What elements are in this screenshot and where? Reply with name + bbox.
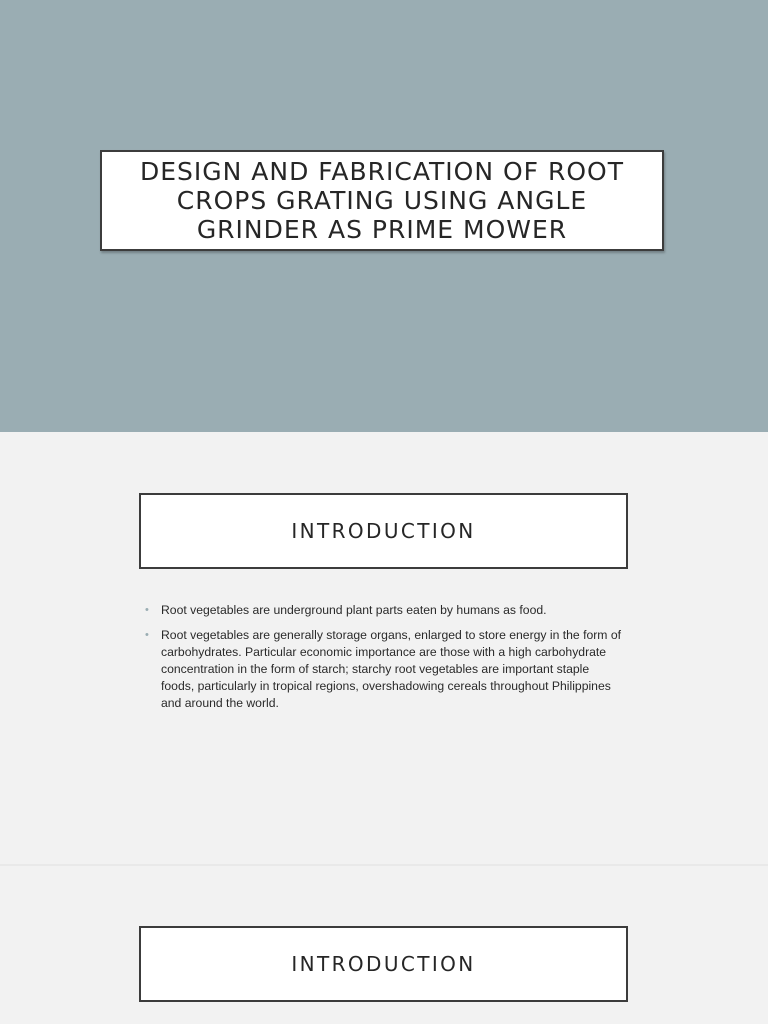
bullet-item bbox=[145, 627, 625, 712]
slide-heading: INTRODUCTION bbox=[291, 519, 476, 543]
slide-title: DESIGN AND FABRICATION OF ROOT CROPS GRATING USING ANGLE GRINDER AS PRIME MOWER bbox=[140, 157, 624, 244]
introduction-slide-2 bbox=[0, 866, 768, 1024]
title-box bbox=[100, 150, 664, 251]
bullet-item bbox=[145, 602, 625, 619]
heading-box bbox=[139, 493, 628, 569]
bullet-icon: • bbox=[145, 629, 149, 641]
bullet-icon: • bbox=[145, 604, 149, 616]
bullet-text: Root vegetables are generally storage organs, enlarged to store energy in the form of carbohydrates. Particular economic importance are those with a high carbohydrate concentration in the form of starch; starchy root vegetables are important staple foods, particularly in tropical regions, overshadowing cereals throughout Philippines and around the world. bbox=[161, 628, 622, 710]
bullet-list bbox=[145, 602, 625, 720]
slide-heading: INTRODUCTION bbox=[291, 952, 476, 976]
title-slide bbox=[0, 0, 768, 432]
introduction-slide bbox=[0, 432, 768, 864]
heading-box bbox=[139, 926, 628, 1002]
bullet-text: Root vegetables are underground plant parts eaten by humans as food. bbox=[161, 603, 547, 617]
